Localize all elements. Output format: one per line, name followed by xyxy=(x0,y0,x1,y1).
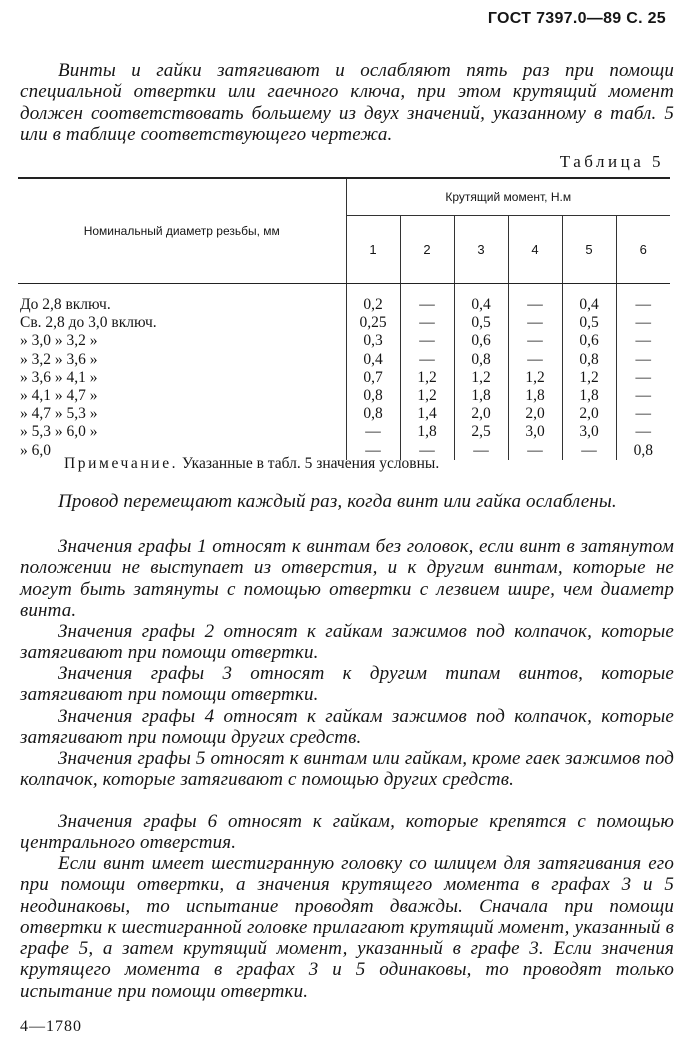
paragraph-wire-moved: Провод перемещают каждый раз, когда винт или гайка ослаблены. xyxy=(58,491,617,512)
table-cell: 2,0 xyxy=(454,405,508,423)
table-cell: 1,8 xyxy=(562,387,616,405)
table-cell: 0,2 xyxy=(346,284,400,315)
table-cell: 1,2 xyxy=(508,369,562,387)
table-note xyxy=(64,455,439,473)
table-cell: — xyxy=(508,332,562,350)
paragraph-hex-head-screw: Если винт имеет шестигранную головку со шлицем для затягивания его при помощи отвертки, а значения крутящего момента в графах 3 и 5 неодинаковы, то испытание проводят дважды. Сначала при помощи отвертки к шестигранной головке прилагают крутящий момент, указанный в графе 5, а затем крутящий момент, указанный в графе 3. Если значения крутящего момента в графах 3 и 5 одинаковы, то проводят только испытание при помощи отвертки. xyxy=(20,853,674,1002)
table-cell: 2,5 xyxy=(454,423,508,441)
table-cell: — xyxy=(562,442,616,460)
table-cell: — xyxy=(508,284,562,315)
table-cell: 1,2 xyxy=(400,387,454,405)
table-header-torque: Крутящий момент, Н.м xyxy=(346,178,670,216)
table-cell: 0,5 xyxy=(454,314,508,332)
table-cell: 0,8 xyxy=(346,387,400,405)
note-text: Указанные в табл. 5 значения условны. xyxy=(182,455,440,472)
row-label: » 3,0 » 3,2 » xyxy=(18,332,346,350)
table-cell: — xyxy=(508,442,562,460)
table-cell: — xyxy=(400,314,454,332)
paragraph-column-1: Значения графы 1 относят к винтам без головок, если винт в затянутом положении не выступает из отверстия, и к другим винтам, которые не могут быть затянуты с помощью отвертки с лезвием шире, чем диаметр винта. xyxy=(20,536,674,621)
table-cell: 2,0 xyxy=(562,405,616,423)
paragraph-column-2: Значения графы 2 относят к гайкам зажимов под колпачок, которые затягивают при помощи отвертки. xyxy=(20,621,674,664)
paragraph-column-3: Значения графы 3 относят к другим типам винтов, которые затягивают при помощи отвертки. xyxy=(20,663,674,706)
table-column-header: 3 xyxy=(454,216,508,284)
table-cell: — xyxy=(635,368,651,386)
row-label: До 2,8 включ. xyxy=(18,284,346,315)
table-cell: — xyxy=(635,350,651,368)
table-cell: 1,8 xyxy=(454,387,508,405)
table-cell: 1,8 xyxy=(400,423,454,441)
table-cell: 0,6 xyxy=(454,332,508,350)
table-cell: — xyxy=(508,351,562,369)
table-cell: — xyxy=(635,332,651,350)
table-row xyxy=(18,369,670,387)
table-column-header: 4 xyxy=(508,216,562,284)
table-cell: 0,5 xyxy=(562,314,616,332)
table-cell: — xyxy=(400,442,454,460)
table-cell: 0,4 xyxy=(562,284,616,315)
table-row xyxy=(18,423,670,441)
table-cell: 0,3 xyxy=(346,332,400,350)
table-cell: 3,0 xyxy=(562,423,616,441)
table-cell: — xyxy=(346,442,400,460)
paragraph-column-5: Значения графы 5 относят к винтам или гайкам, кроме гаек зажимов под колпачок, которые затягивают с помощью других средств. xyxy=(20,748,674,791)
table-row xyxy=(18,387,670,405)
table-row xyxy=(18,332,670,350)
table-column-header: 1 xyxy=(346,216,400,284)
table-cell: 2,0 xyxy=(508,405,562,423)
table-caption: Таблица 5 xyxy=(559,152,664,171)
table-cell: 1,4 xyxy=(400,405,454,423)
paragraph-column-6: Значения графы 6 относят к гайкам, которые крепятся с помощью центрального отверстия. xyxy=(20,811,674,854)
table-cell: 0,7 xyxy=(346,369,400,387)
table-cell: 0,4 xyxy=(454,284,508,315)
table-row xyxy=(18,284,670,315)
note-label: Примечание. xyxy=(64,455,179,472)
row-label: Св. 2,8 до 3,0 включ. xyxy=(18,314,346,332)
table-row xyxy=(18,351,670,369)
table-cell: 1,8 xyxy=(508,387,562,405)
table-cell: 0,8 xyxy=(562,351,616,369)
table-cell: 1,2 xyxy=(400,369,454,387)
table-cell: — xyxy=(635,296,651,313)
table-cell: — xyxy=(400,332,454,350)
row-label: » 6,0 xyxy=(18,442,346,460)
page-footer-signature: 4—1780 xyxy=(20,1018,82,1035)
row-label: » 5,3 » 6,0 » xyxy=(18,423,346,441)
table-cell: 0,6 xyxy=(562,332,616,350)
table-cell: 0,4 xyxy=(346,351,400,369)
table-column-header: 2 xyxy=(400,216,454,284)
row-label: » 4,7 » 5,3 » xyxy=(18,405,346,423)
table-cell: — xyxy=(400,351,454,369)
table-column-header: 6 xyxy=(616,216,670,284)
table-cell: — xyxy=(400,284,454,315)
table-cell: 3,0 xyxy=(508,423,562,441)
table-cell: — xyxy=(454,442,508,460)
row-label: » 4,1 » 4,7 » xyxy=(18,387,346,405)
table-cell: — xyxy=(635,423,651,441)
table-cell: 0,25 xyxy=(346,314,400,332)
torque-table-container xyxy=(18,177,670,460)
table-cell: — xyxy=(346,423,400,441)
paragraph-tightening-procedure: Винты и гайки затягивают и ослабляют пять раз при помощи специальной отвертки или гаечного ключа, при этом крутящий момент должен соответствовать большему из двух значений, указанному в табл. 5 или в таблице соответствующего чертежа. xyxy=(20,60,674,145)
torque-table xyxy=(18,177,670,460)
row-label: » 3,6 » 4,1 » xyxy=(18,369,346,387)
table-cell: 0,8 xyxy=(346,405,400,423)
table-cell: — xyxy=(635,387,651,405)
table-row xyxy=(18,405,670,423)
table-cell: 1,2 xyxy=(562,369,616,387)
table-header-thread-diameter: Номинальный диаметр резьбы, мм xyxy=(18,178,346,284)
paragraph-column-4: Значения графы 4 относят к гайкам зажимов под колпачок, которые затягивают при помощи других средств. xyxy=(20,706,674,749)
table-row xyxy=(18,314,670,332)
table-cell: — xyxy=(635,405,651,423)
page-header: ГОСТ 7397.0—89 С. 25 xyxy=(487,10,666,27)
row-label: » 3,2 » 3,6 » xyxy=(18,351,346,369)
table-cell: 1,2 xyxy=(454,369,508,387)
table-cell: — xyxy=(508,314,562,332)
table-cell: 0,8 xyxy=(454,351,508,369)
table-column-header: 5 xyxy=(562,216,616,284)
table-cell: 0,8 xyxy=(633,441,653,459)
table-cell: — xyxy=(635,314,651,332)
